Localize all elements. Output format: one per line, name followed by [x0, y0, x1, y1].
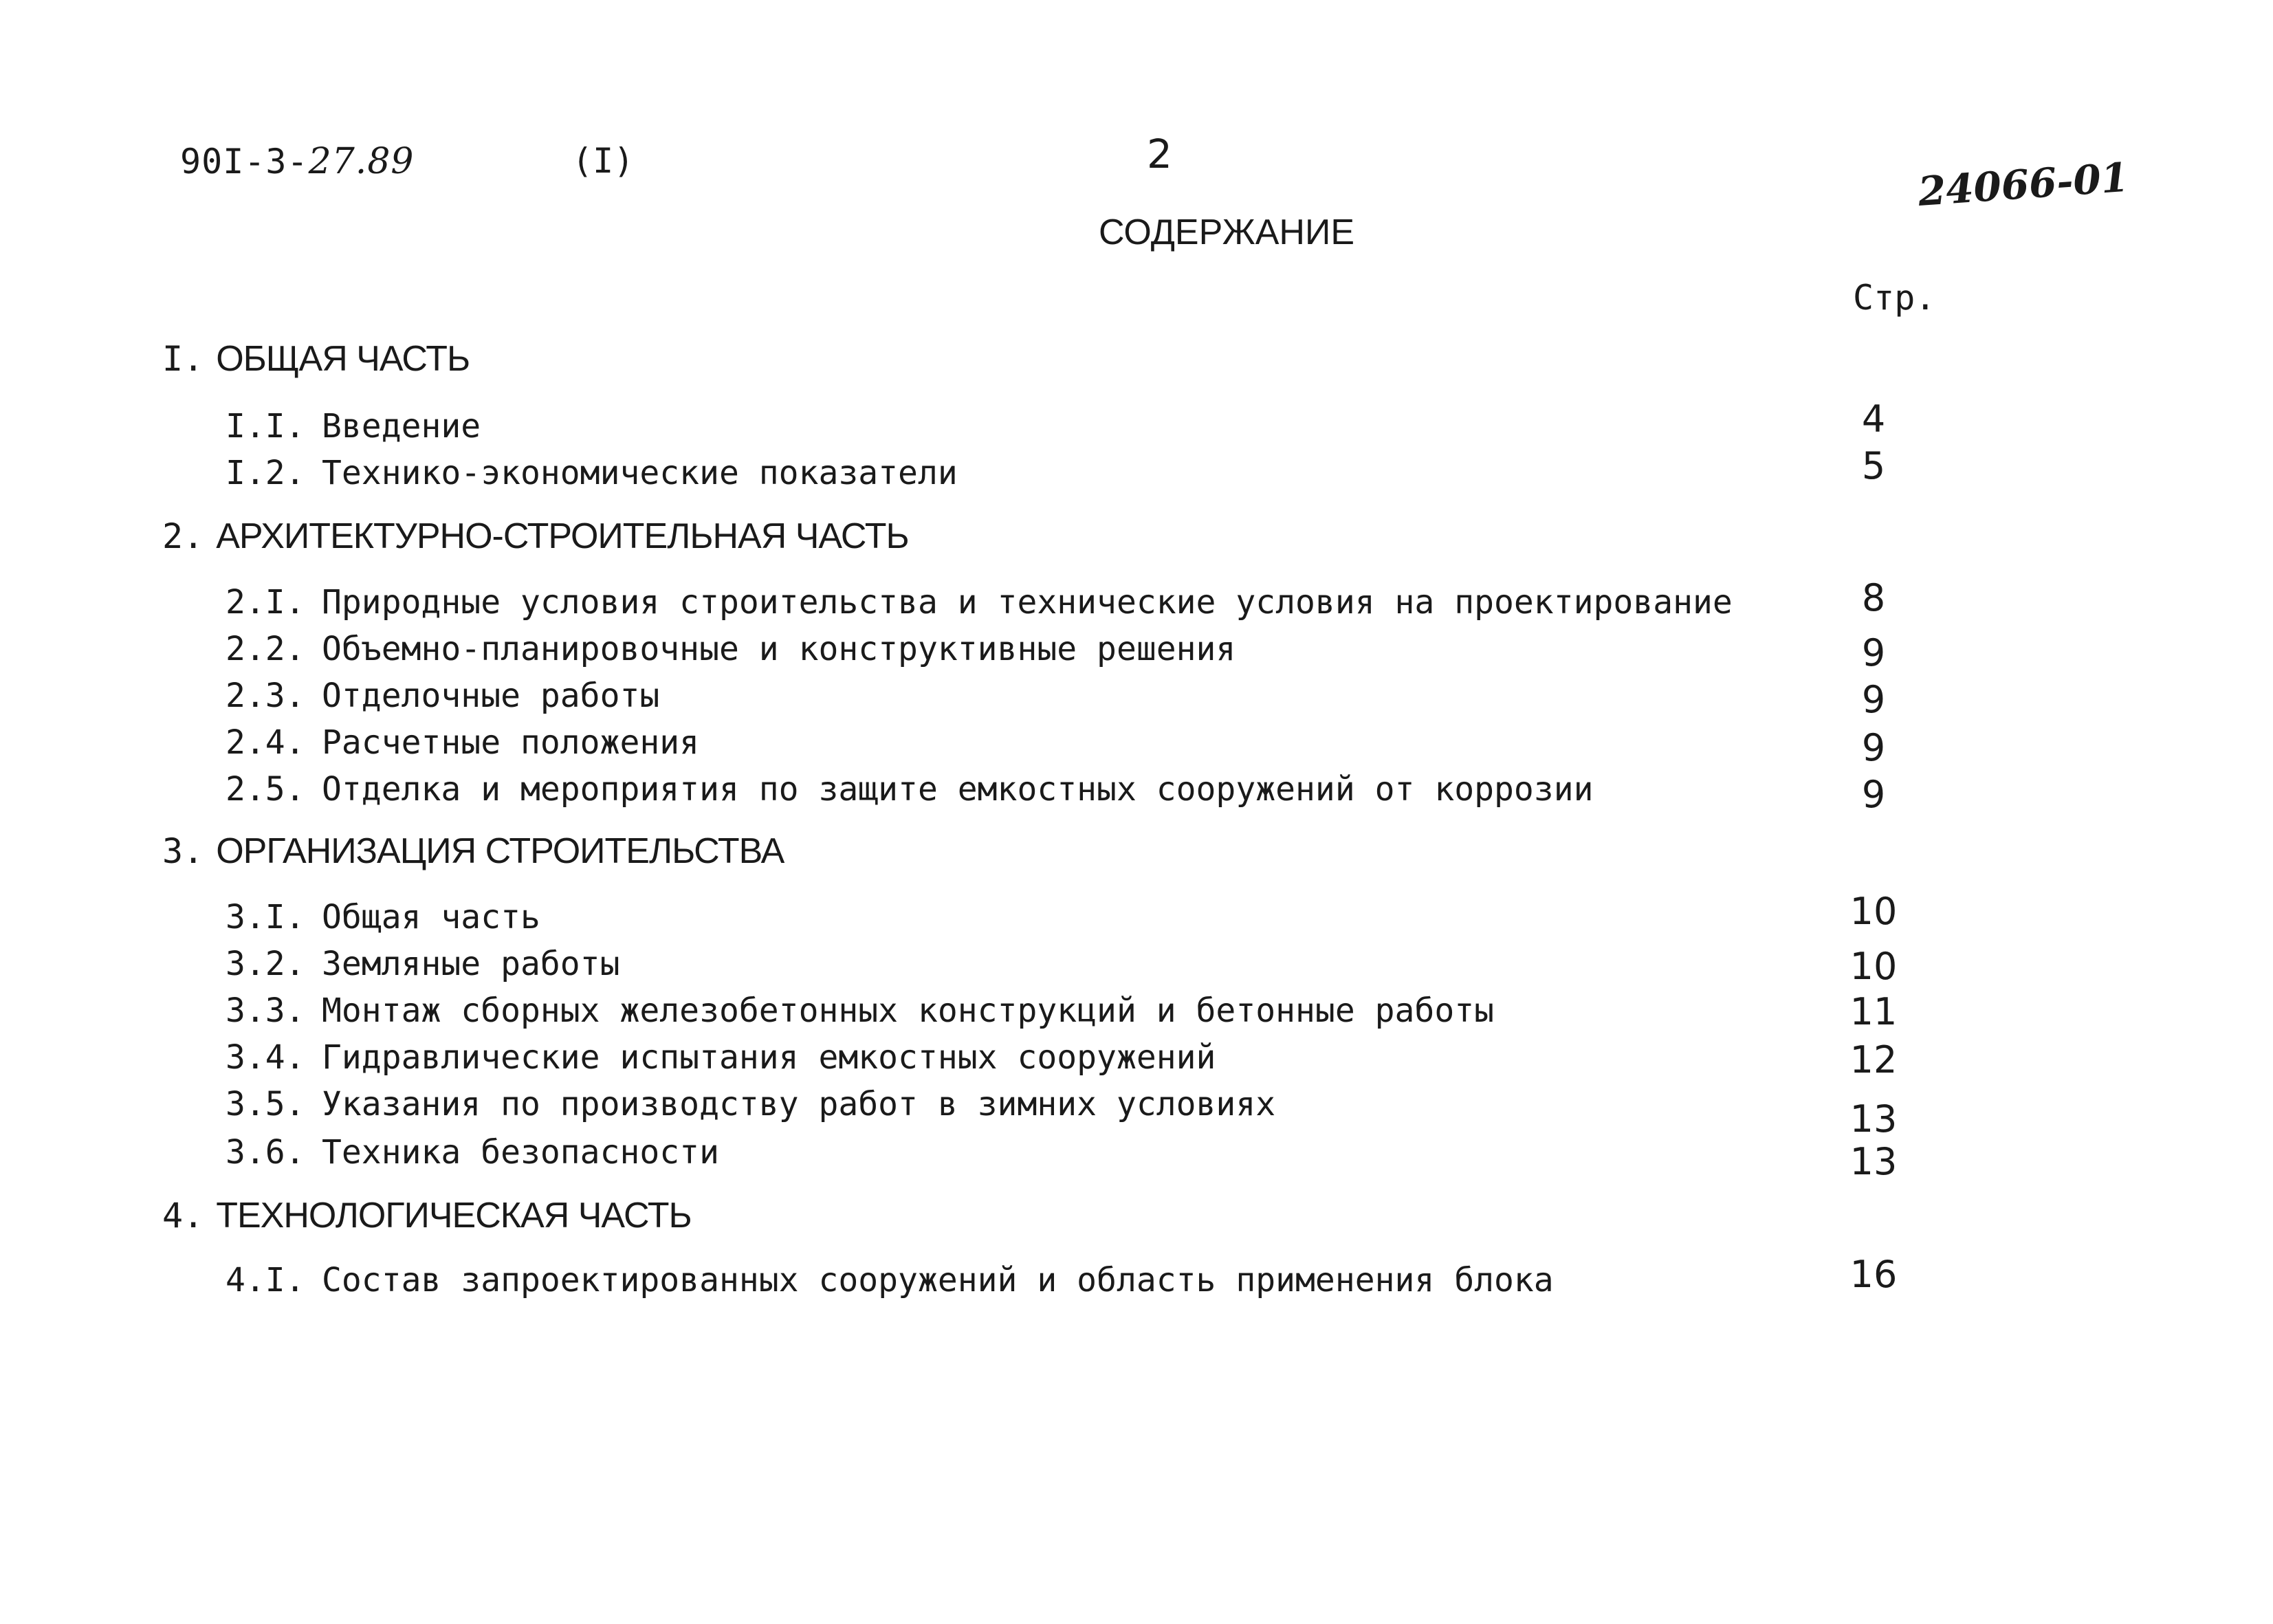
- toc-section-1: [162, 338, 470, 380]
- toc-item-number: 3.2.: [226, 945, 305, 983]
- toc-item-number: 3.I.: [226, 898, 305, 936]
- toc-item-3-1: [226, 898, 540, 936]
- toc-item-number: 4.I.: [226, 1261, 305, 1299]
- page-column-header: Стр.: [1853, 278, 1936, 318]
- toc-section-title: ТЕХНОЛОГИЧЕСКАЯ ЧАСТЬ: [216, 1196, 692, 1236]
- archive-number: 24066-01: [1916, 153, 2131, 215]
- toc-item-2-5: [226, 770, 1594, 809]
- toc-section-number: 4.: [162, 1196, 204, 1236]
- document-code-prefix: 90I-3-: [180, 142, 309, 182]
- toc-item-label: Введение: [322, 407, 481, 446]
- toc-item-2-3: [226, 677, 659, 715]
- toc-item-number: 3.3.: [226, 991, 305, 1030]
- toc-item-4-1: [226, 1261, 1554, 1299]
- toc-page-1-1: 4: [1861, 397, 1886, 441]
- toc-item-label: Природные условия строительства и технические условия на проектирование: [322, 583, 1733, 622]
- toc-item-3-2: [226, 945, 619, 983]
- document-code: [180, 141, 415, 182]
- toc-item-number: I.I.: [226, 407, 305, 446]
- toc-section-number: 2.: [162, 516, 204, 556]
- toc-item-2-2: [226, 630, 1236, 668]
- toc-section-number: I.: [162, 339, 204, 379]
- toc-page-3-4: 12: [1849, 1038, 1898, 1082]
- toc-item-number: 2.4.: [226, 723, 305, 762]
- toc-item-label: Гидравлические испытания емкостных сооружений: [322, 1038, 1216, 1077]
- toc-item-2-4: [226, 723, 699, 762]
- toc-page-2-5: 9: [1861, 773, 1886, 816]
- toc-item-label: Отделочные работы: [322, 677, 660, 715]
- toc-item-label: Расчетные положения: [322, 723, 700, 762]
- toc-page-2-3: 9: [1861, 678, 1886, 721]
- toc-item-label: Состав запроектированных сооружений и область применения блока: [322, 1261, 1554, 1299]
- toc-page-3-2: 10: [1849, 945, 1898, 988]
- toc-page-2-2: 9: [1861, 631, 1886, 674]
- toc-item-number: 3.5.: [226, 1085, 305, 1123]
- document-code-handwritten: 27.89: [308, 141, 415, 182]
- toc-section-title: АРХИТЕКТУРНО-СТРОИТЕЛЬНАЯ ЧАСТЬ: [216, 516, 909, 556]
- toc-page-2-1: 8: [1861, 576, 1886, 619]
- toc-page-3-5: 13: [1849, 1097, 1898, 1141]
- toc-page-1-2: 5: [1861, 444, 1886, 487]
- toc-item-1-2: [226, 454, 958, 492]
- toc-section-title: ОРГАНИЗАЦИЯ СТРОИТЕЛЬСТВА: [216, 831, 784, 871]
- toc-item-label: Общая часть: [322, 898, 540, 936]
- toc-item-number: 2.3.: [226, 677, 305, 715]
- toc-item-number: 3.4.: [226, 1038, 305, 1077]
- toc-item-number: 2.I.: [226, 583, 305, 622]
- toc-page-2-4: 9: [1861, 726, 1886, 769]
- toc-page-3-1: 10: [1849, 890, 1898, 933]
- page-number: 2: [1147, 131, 1172, 177]
- toc-item-3-4: [226, 1038, 1216, 1077]
- toc-item-2-1: [226, 583, 1733, 622]
- toc-item-label: Монтаж сборных железобетонных конструкций и бетонные работы: [322, 991, 1495, 1030]
- toc-page-3-6: 13: [1849, 1140, 1898, 1183]
- toc-page-4-1: 16: [1849, 1253, 1898, 1296]
- toc-item-number: 3.6.: [226, 1133, 305, 1172]
- toc-section-3: [162, 831, 784, 872]
- toc-section-2: [162, 516, 909, 557]
- toc-item-label: Техника безопасности: [322, 1133, 719, 1172]
- toc-item-label: Земляные работы: [322, 945, 620, 983]
- toc-item-3-3: [226, 991, 1494, 1030]
- toc-section-number: 3.: [162, 831, 204, 871]
- toc-item-number: 2.5.: [226, 770, 305, 809]
- toc-item-3-5: [226, 1085, 1275, 1123]
- toc-item-1-1: [226, 407, 481, 446]
- toc-section-title: ОБЩАЯ ЧАСТЬ: [216, 339, 470, 379]
- toc-item-number: I.2.: [226, 454, 305, 492]
- toc-item-label: Отделка и мероприятия по защите емкостных сооружений от коррозии: [322, 770, 1594, 809]
- toc-item-label: Указания по производству работ в зимних условиях: [322, 1085, 1276, 1123]
- toc-item-number: 2.2.: [226, 630, 305, 668]
- toc-item-3-6: [226, 1133, 719, 1172]
- toc-item-label: Технико-экономические показатели: [322, 454, 958, 492]
- toc-section-4: [162, 1195, 692, 1236]
- toc-page-3-3: 11: [1849, 990, 1898, 1033]
- page-title: СОДЕРЖАНИЕ: [1099, 212, 1355, 252]
- toc-item-label: Объемно-планировочные и конструктивные решения: [322, 630, 1236, 668]
- volume-label: (I): [572, 141, 635, 181]
